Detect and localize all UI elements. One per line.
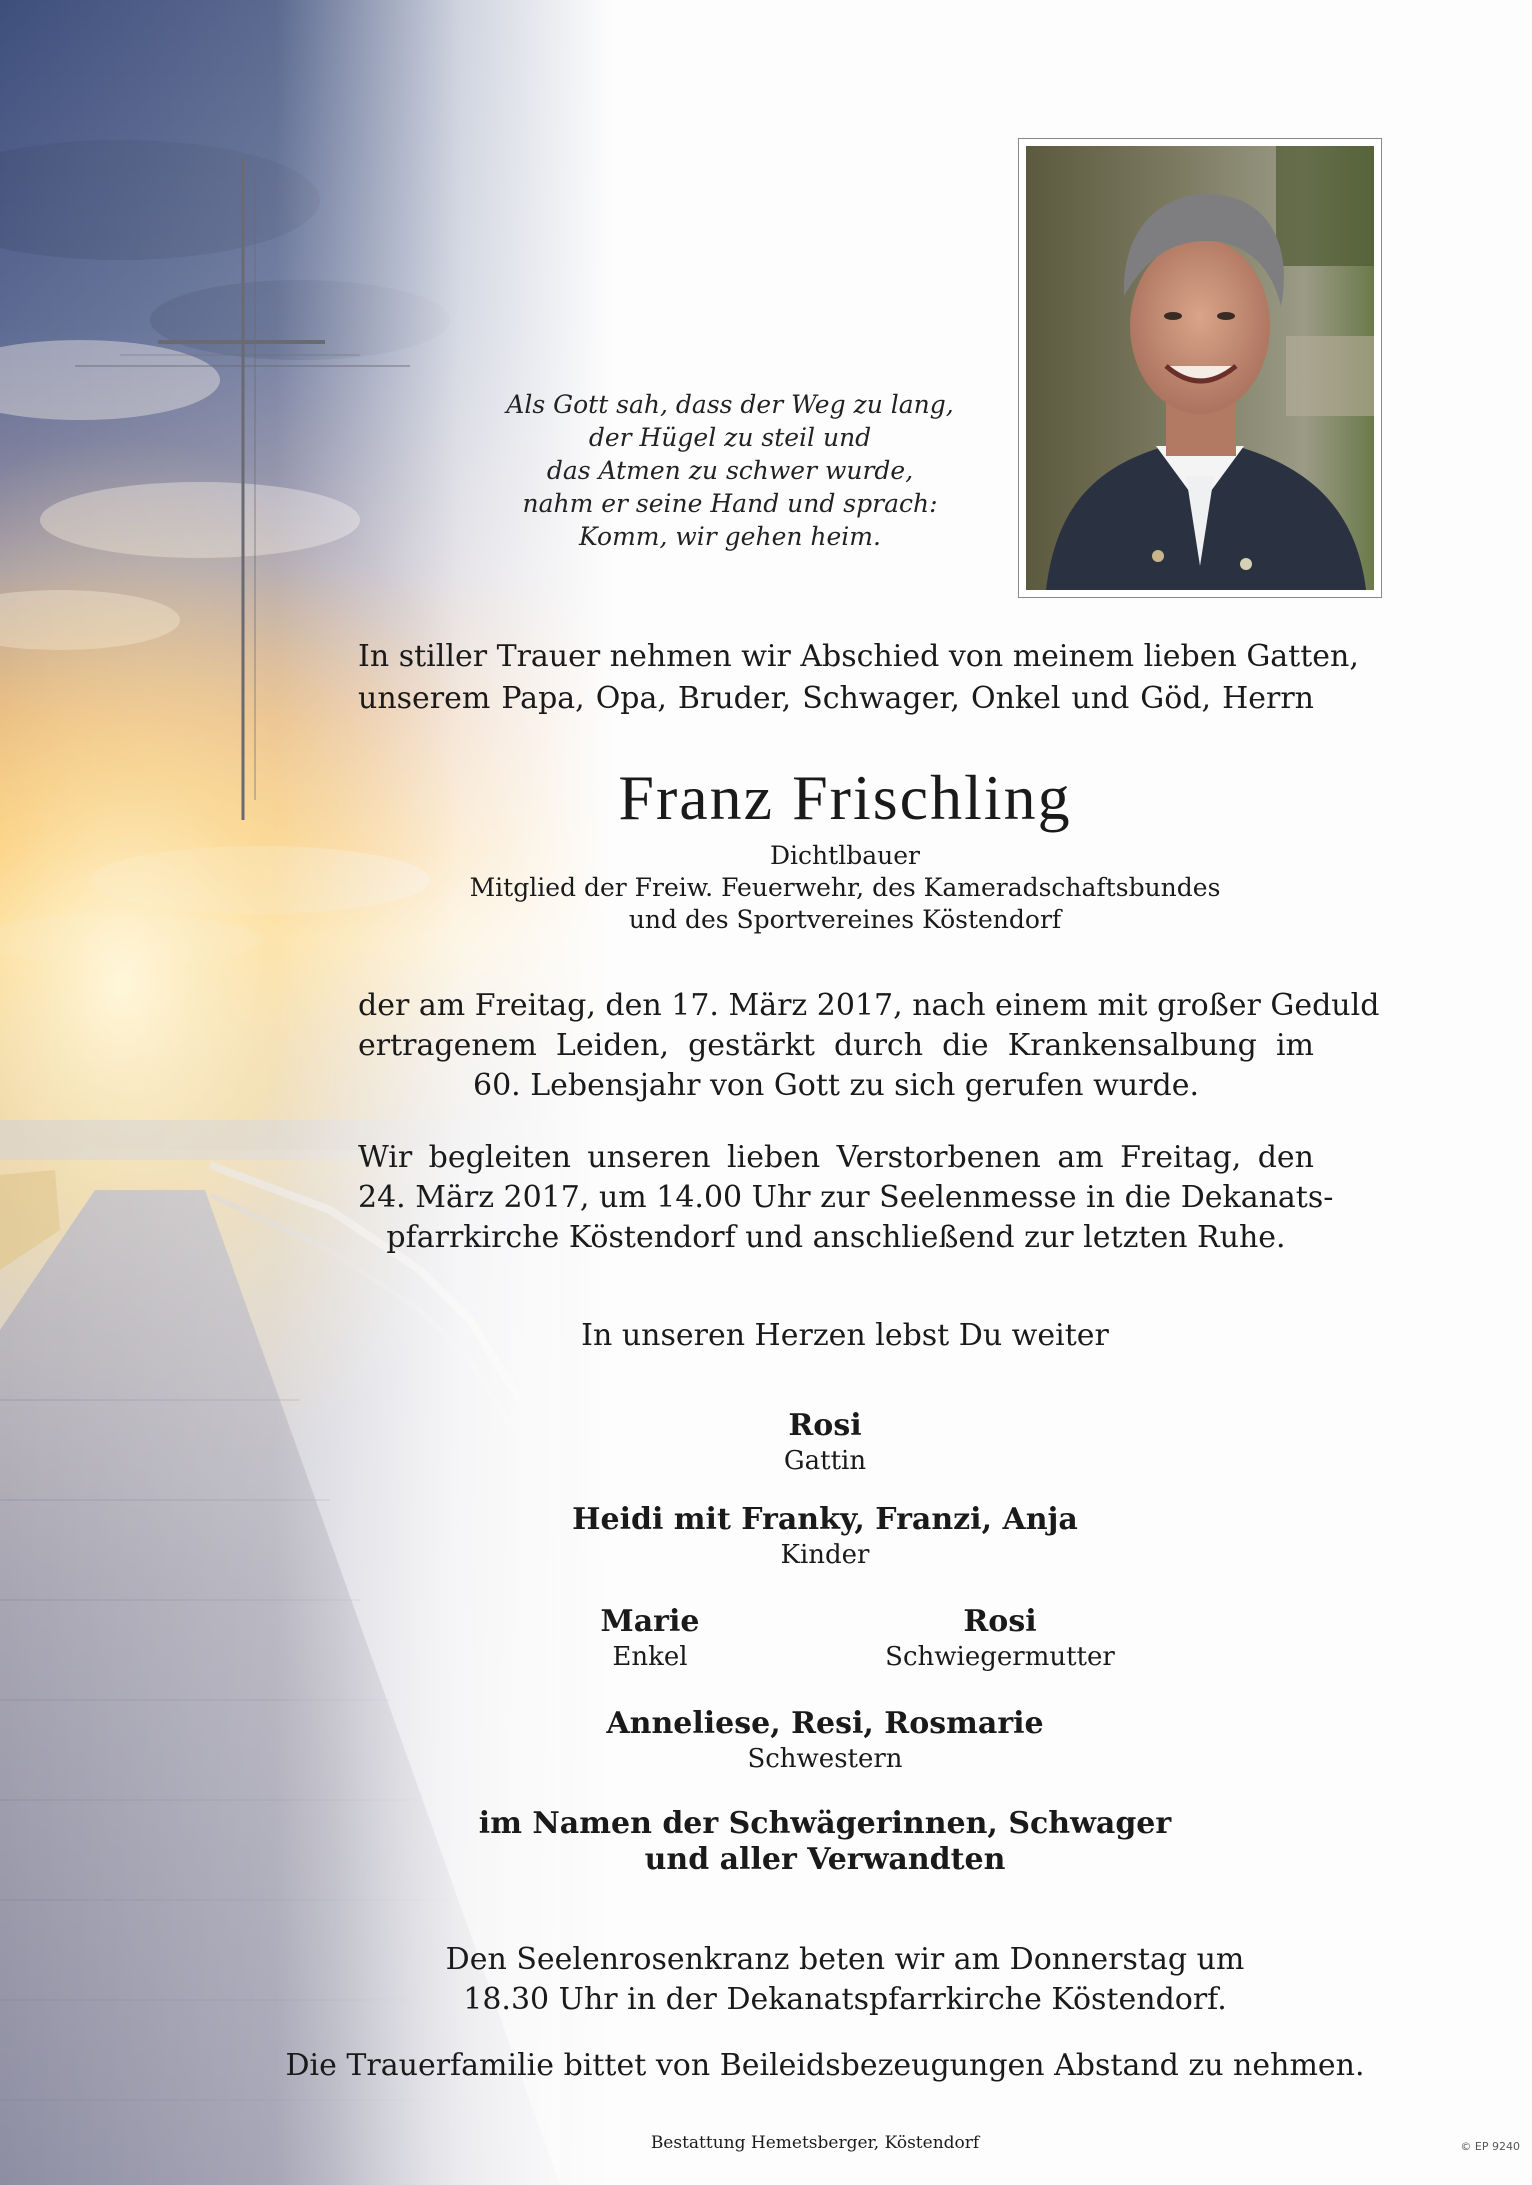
intro-line: unserem Papa, Opa, Bruder, Schwager, Onkel und Göd, Herrn bbox=[358, 681, 1314, 716]
funeral-home-footer: Bestattung Hemetsberger, Köstendorf bbox=[650, 2133, 980, 2153]
funeral-line: Wir begleiten unseren lieben Verstorbenen am Freitag, den bbox=[358, 1140, 1314, 1175]
quote-line: Als Gott sah, dass der Weg zu lang, bbox=[506, 390, 954, 419]
quote-line: das Atmen zu schwer wurde, bbox=[546, 456, 914, 485]
portrait-frame bbox=[1018, 138, 1382, 598]
closing-line: und aller Verwandten bbox=[644, 1842, 1006, 1877]
membership-line: Mitglied der Freiw. Feuerwehr, des Kameradschaftsbundes bbox=[469, 873, 1221, 902]
closing-signature bbox=[350, 1806, 1300, 1878]
rosary-line: Den Seelenrosenkranz beten wir am Donnerstag um bbox=[445, 1942, 1245, 1977]
family-member bbox=[450, 1502, 1200, 1572]
death-line: ertragenem Leiden, gestärkt durch die Krankensalbung im bbox=[358, 1028, 1314, 1063]
funeral-line: pfarrkirche Köstendorf und anschließend zur letzten Ruhe. bbox=[386, 1220, 1286, 1255]
intro-text bbox=[358, 636, 1359, 720]
intro-line: In stiller Trauer nehmen wir Abschied von meinem lieben Gatten, bbox=[358, 639, 1359, 674]
death-line: der am Freitag, den 17. März 2017, nach einem mit großer Geduld bbox=[358, 988, 1380, 1023]
quote-line: nahm er seine Hand und sprach: bbox=[522, 489, 938, 518]
deceased-memberships bbox=[300, 872, 1390, 936]
family-role: Kinder bbox=[780, 1540, 870, 1570]
death-line: 60. Lebensjahr von Gott zu sich gerufen wurde. bbox=[472, 1068, 1199, 1103]
condolence-request: Die Trauerfamilie bittet von Beileidsbezeugungen Abstand zu nehmen. bbox=[285, 2048, 1365, 2083]
rosary-notice bbox=[300, 1940, 1390, 2020]
family-member bbox=[500, 1604, 800, 1674]
rosary-line: 18.30 Uhr in der Dekanatspfarrkirche Köstendorf. bbox=[463, 1982, 1227, 2017]
quote-line: der Hügel zu steil und bbox=[588, 423, 872, 452]
family-role: Enkel bbox=[612, 1642, 688, 1672]
print-code: © EP 9240 bbox=[1460, 2140, 1520, 2153]
funeral-line: 24. März 2017, um 14.00 Uhr zur Seelenmesse in die Dekanats- bbox=[358, 1180, 1334, 1215]
membership-line: und des Sportvereines Köstendorf bbox=[628, 905, 1062, 934]
death-notice bbox=[358, 986, 1380, 1106]
memorial-quote bbox=[470, 388, 990, 553]
portrait-photo bbox=[1026, 146, 1374, 590]
family-name: Heidi mit Franky, Franzi, Anja bbox=[572, 1502, 1078, 1537]
family-role: Schwestern bbox=[747, 1744, 903, 1774]
family-name: Rosi bbox=[963, 1604, 1037, 1639]
family-member bbox=[800, 1604, 1200, 1674]
closing-line: im Namen der Schwägerinnen, Schwager bbox=[478, 1806, 1172, 1841]
quote-line: Komm, wir gehen heim. bbox=[579, 522, 881, 551]
family-name: Marie bbox=[600, 1604, 700, 1639]
memorial-motto: In unseren Herzen lebst Du weiter bbox=[581, 1318, 1109, 1353]
deceased-occupation: Dichtlbauer bbox=[770, 841, 920, 870]
family-name: Anneliese, Resi, Rosmarie bbox=[606, 1706, 1044, 1741]
family-name: Rosi bbox=[788, 1408, 862, 1443]
family-role: Schwiegermutter bbox=[885, 1642, 1115, 1672]
family-role: Gattin bbox=[783, 1446, 867, 1476]
funeral-notice bbox=[358, 1138, 1334, 1258]
deceased-name: Franz Frischling bbox=[618, 762, 1072, 833]
family-member bbox=[450, 1706, 1200, 1776]
family-member bbox=[600, 1408, 1050, 1478]
